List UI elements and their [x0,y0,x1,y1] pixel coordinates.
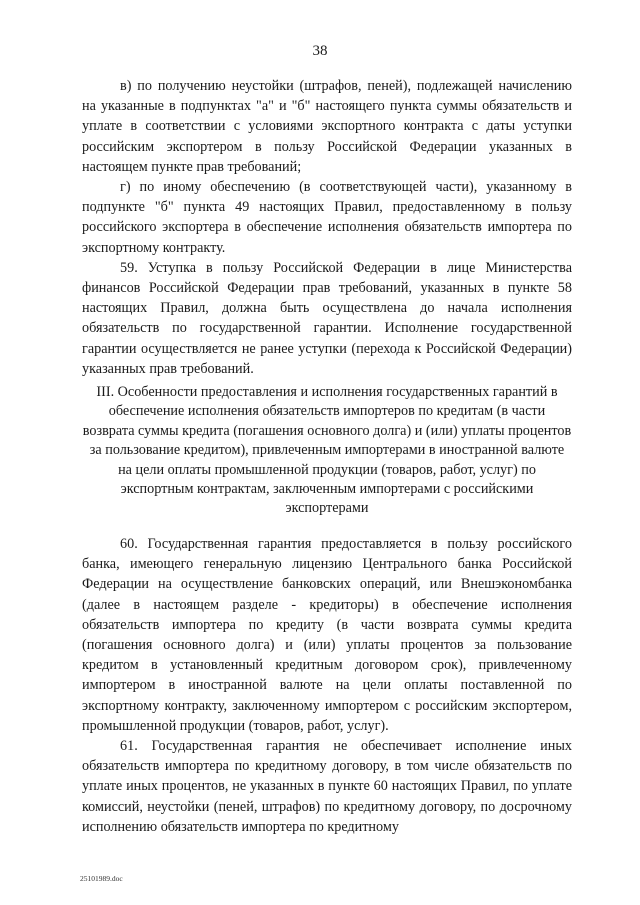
text-block-bottom [82,534,572,837]
page-number: 38 [312,43,328,59]
paragraph-60: 60. Государственная гарантия предоставляется в пользу российского банка, имеющего генеральную лицензию Центрального банка Российской Федерации на осуществление банковских операций, или Внешэкономбанка (далее в настоящем разделе - кредиторы) в обеспечение исполнения обязательств импортера по кредиту (в части возврата суммы кредита (погашения основного долга) и (или) уплаты процентов за пользование кредитом в установленный кредитным договором срок), привлеченному импортером в иностранной валюте на цели оплаты поставленной по экспортному контракту, заключенному импортером с российским экспортером, промышленной продукции (товаров, работ, услуг). [82,536,572,734]
text-block-top [82,76,572,379]
paragraph-61: 61. Государственная гарантия не обеспечивает исполнение иных обязательств импортера по кредитному договору, в том числе обязательств по уплате иных процентов, не указанных в пункте 60 настоящих Правил, по уплате комиссий, неустойки (пеней, штрафов) по кредитному договору, по досрочному исполнению обязательств импортера по кредитному [82,738,572,835]
paragraph-item-v: в) по получению неустойки (штрафов, пеней), подлежащей начислению на указанные в подпунктах "а" и "б" настоящего пункта суммы обязательств и уплате в соответствии с условиями экспортного контракта с даты уступки российским экспортером в пользу Российской Федерации указанных в настоящем пункте прав требований; [82,78,572,175]
section-heading: III. Особенности предоставления и исполнения государственных гарантий в обеспечение исполнения обязательств импортеров по кредитам (в части возврата суммы кредита (погашения основного долга) и (или) уплаты процентов за пользование кредитом), привлеченным импортерами в иностранной валюте на цели оплаты промышленной продукции (товаров, работ, услуг) по экспортным контрактам, заключенным импортерами с российскими экспортерами [82,384,572,517]
paragraph-59: 59. Уступка в пользу Российской Федерации в лице Министерства финансов Российской Федерации прав требований, указанных в пункте 58 настоящих Правил, должна быть осуществлена до начала исполнения обязательств по государственной гарантии. Исполнение государственной гарантии осуществляется не ранее уступки (перехода к Российской Федерации) указанных прав требований. [82,259,572,377]
paragraph-item-g: г) по иному обеспечению (в соответствующей части), указанному в подпункте "б" пункта 49 настоящих Правил, предоставленному в пользу российского экспортера в обеспечение исполнения обязательств импортера по экспортному контракту. [82,179,572,256]
footer-filename: 25101989.doc [80,874,123,883]
